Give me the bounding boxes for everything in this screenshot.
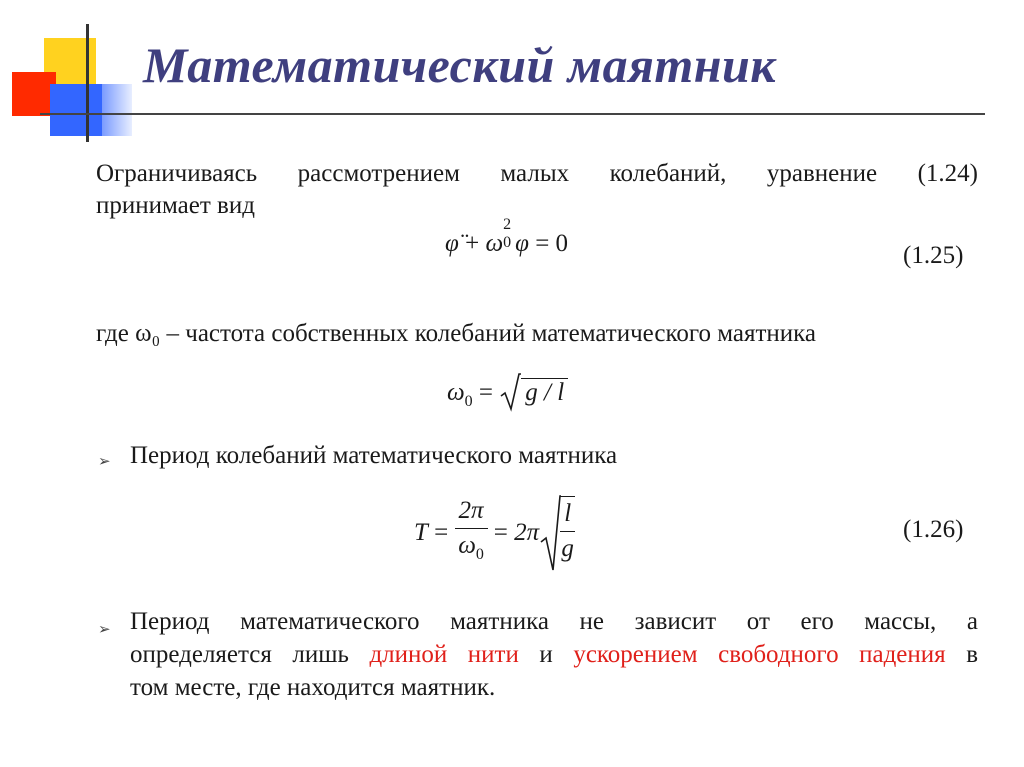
fraction-2pi-over-omega0: $\frac{2\pi}{\omega_0}$ — [455, 494, 488, 572]
sqrt-sign — [499, 372, 521, 412]
bullet-marker-1: ➢ — [98, 452, 111, 470]
phi-double-dot: φ̈ — [445, 230, 459, 257]
bullet2-line1: Период математического маятника не зависит от его массы, а — [130, 608, 978, 635]
deco-blue-square — [50, 84, 102, 136]
equation-number-1-25: (1.25) — [903, 242, 964, 269]
omega0-formula: $\omega_0 = g / l$ — [447, 372, 568, 412]
bullet1-text: Период колебаний математического маятника — [130, 442, 618, 469]
para2: где ω₀ – частота собственных колебаний математического маятника — [96, 320, 817, 347]
para1-line2: принимает вид — [96, 192, 255, 219]
fraction-l-over-g: $\frac{l}{g}$ — [560, 496, 575, 566]
equation-1-26: T = $\frac{2\pi}{\omega_0}$ = 2π $\frac{l}{g}$ — [414, 494, 575, 572]
sqrt-sign-large — [539, 494, 561, 572]
title-underline — [40, 113, 985, 115]
para1-line1: Ограничиваясь рассмотрением малых колебаний, уравнение (1.24) — [96, 160, 978, 187]
highlight-gravity-acceleration: ускорением свободного падения — [573, 641, 946, 668]
bullet2-line2: определяется лишь длиной нити и ускорением свободного падения в — [130, 641, 978, 668]
deco-blue-light-square — [102, 84, 132, 136]
highlight-thread-length: длиной нити — [369, 641, 519, 668]
bullet-marker-2: ➢ — [98, 620, 111, 638]
slide-title: Математический маятник — [143, 37, 777, 93]
deco-vertical-line — [86, 24, 89, 142]
bullet2-line3: том месте, где находится маятник. — [130, 674, 496, 701]
equation-1-25: φ̈ + ω 2 0 φ = 0 — [445, 216, 569, 257]
equation-number-1-26: (1.26) — [903, 516, 964, 543]
